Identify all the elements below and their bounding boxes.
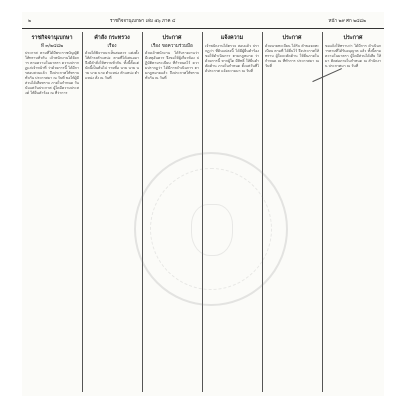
column-3 (144, 32, 200, 392)
column-3-title: ประกาศ (162, 35, 182, 41)
column-2 (84, 32, 140, 392)
column-4-text: เจ้าพนักงานได้ตรวจ สอบแล้ว ปรากฏว่า ที่ดินแปลงนี้ ได้มีผู้ยื่นคำร้อง ขอให้ดำเนินการ ตามกฎหมาย ว่าด้วยการนี้ หากผู้ใด มีสิทธิ์ ให้ยื่นคำคัดค้าน ภายในกำหนด ตั้งแต่วันที่ได้ประกาศ แจ้งความมา ณ วันที่ (205, 44, 259, 73)
header-right-text: หน้า ๒๙ ศก ๒๔๘๒ (328, 19, 366, 24)
column-3-text: ด้วยเจ้าพนักงาน ได้รับรายงานว่า มีเหตุอันควร จึงขอให้ผู้เกี่ยวข้อง ปฏิบัติตามระเบียบ ที่กำหนดไว้ ความปรากฏว่า ได้มีการดำเนินการ ตามกฎหมายแล้ว จึงประกาศให้ทราบ ทั่วกัน ณ วันที่ (145, 51, 199, 80)
page-number: ๒ (28, 19, 31, 24)
column-3-subtitle: เรื่อง ขอความร่วมมือ (151, 44, 193, 49)
column-divider (262, 32, 263, 392)
column-divider (142, 32, 143, 392)
column-6-title: ประกาศ (343, 35, 363, 41)
column-1-title: ราชกิจจานุเบกษา (31, 35, 73, 41)
gazette-page (22, 12, 384, 396)
column-1-subtitle: ที่ ๓/๒๔๘๒ (40, 44, 64, 49)
column-1-text: ประกาศ ตามที่ได้มีพระราชบัญญัติ ให้ทราบทั่วกัน เจ้าพนักงานได้จัดการ ตามความในมาตรา ความปรากฏแก่เจ้าหน้าที่ ว่าด้วยการนี้ ได้มีการสอบสวนแล้ว จึงประกาศให้ทราบทั่วกัน ประกาศมา ณ วันที่ ขอให้ผู้มีส่วนได้เสียทราบ ภายในกำหนด วันนับแต่วันประกาศ ผู้ใดมีความประสงค์ ให้ยื่นคำร้อง ณ ที่ว่าการ (25, 51, 79, 95)
column-5 (264, 32, 320, 392)
column-5-title: ประกาศ (282, 35, 302, 41)
column-1 (24, 32, 80, 392)
header-left-text: ราชกิจจานุเบกษา เล่ม ๕๖ ภาค ๔ (110, 19, 176, 24)
column-divider (82, 32, 83, 392)
column-5-text: ด้วยนายทะเบียน ได้รับ คำขอจดทะเบียน ตามที่ ได้ยื่นไว้ จึงประกาศให้ ทราบ ผู้ใดจะคัดค้าน ให้ยื่นภายในกำหนด ณ ที่ทำการ ประกาศมา ณ วันที่ (265, 44, 319, 68)
column-2-text: ด้วยได้พิจารณาเห็นสมควร แต่งตั้งให้ดำรงตำแหน่ง ตามที่ได้เสนอมา จึงมีคำสั่งให้ทราบทั่วกัน ทั้งนี้ตั้งแต่บัดนี้เป็นต้นไป รายชื่อ นาย นาย นาย นาย นาย ตำแหน่ง ตำแหน่ง ตำแหน่ง สั่ง ณ วันที่ (85, 51, 139, 80)
column-2-title: คำสั่ง กระทรวง (94, 35, 130, 41)
page-header (22, 12, 384, 29)
column-2-subtitle: เรื่อง (107, 44, 117, 49)
column-4 (204, 32, 260, 392)
column-4-title: แจ้งความ (220, 35, 244, 41)
column-6-text: ขอแจ้งให้ทราบว่า ได้มีการ ดำเนินการตามที่ได้รับอนุญาต แล้ว ทั้งนี้ตามความในมาตรา ผู้ใดมีส่วนได้เสีย ให้มา ติดต่อภายในกำหนด ณ สำนักงาน ประกาศมา ณ วันที่ (325, 44, 381, 68)
column-divider (202, 32, 203, 392)
